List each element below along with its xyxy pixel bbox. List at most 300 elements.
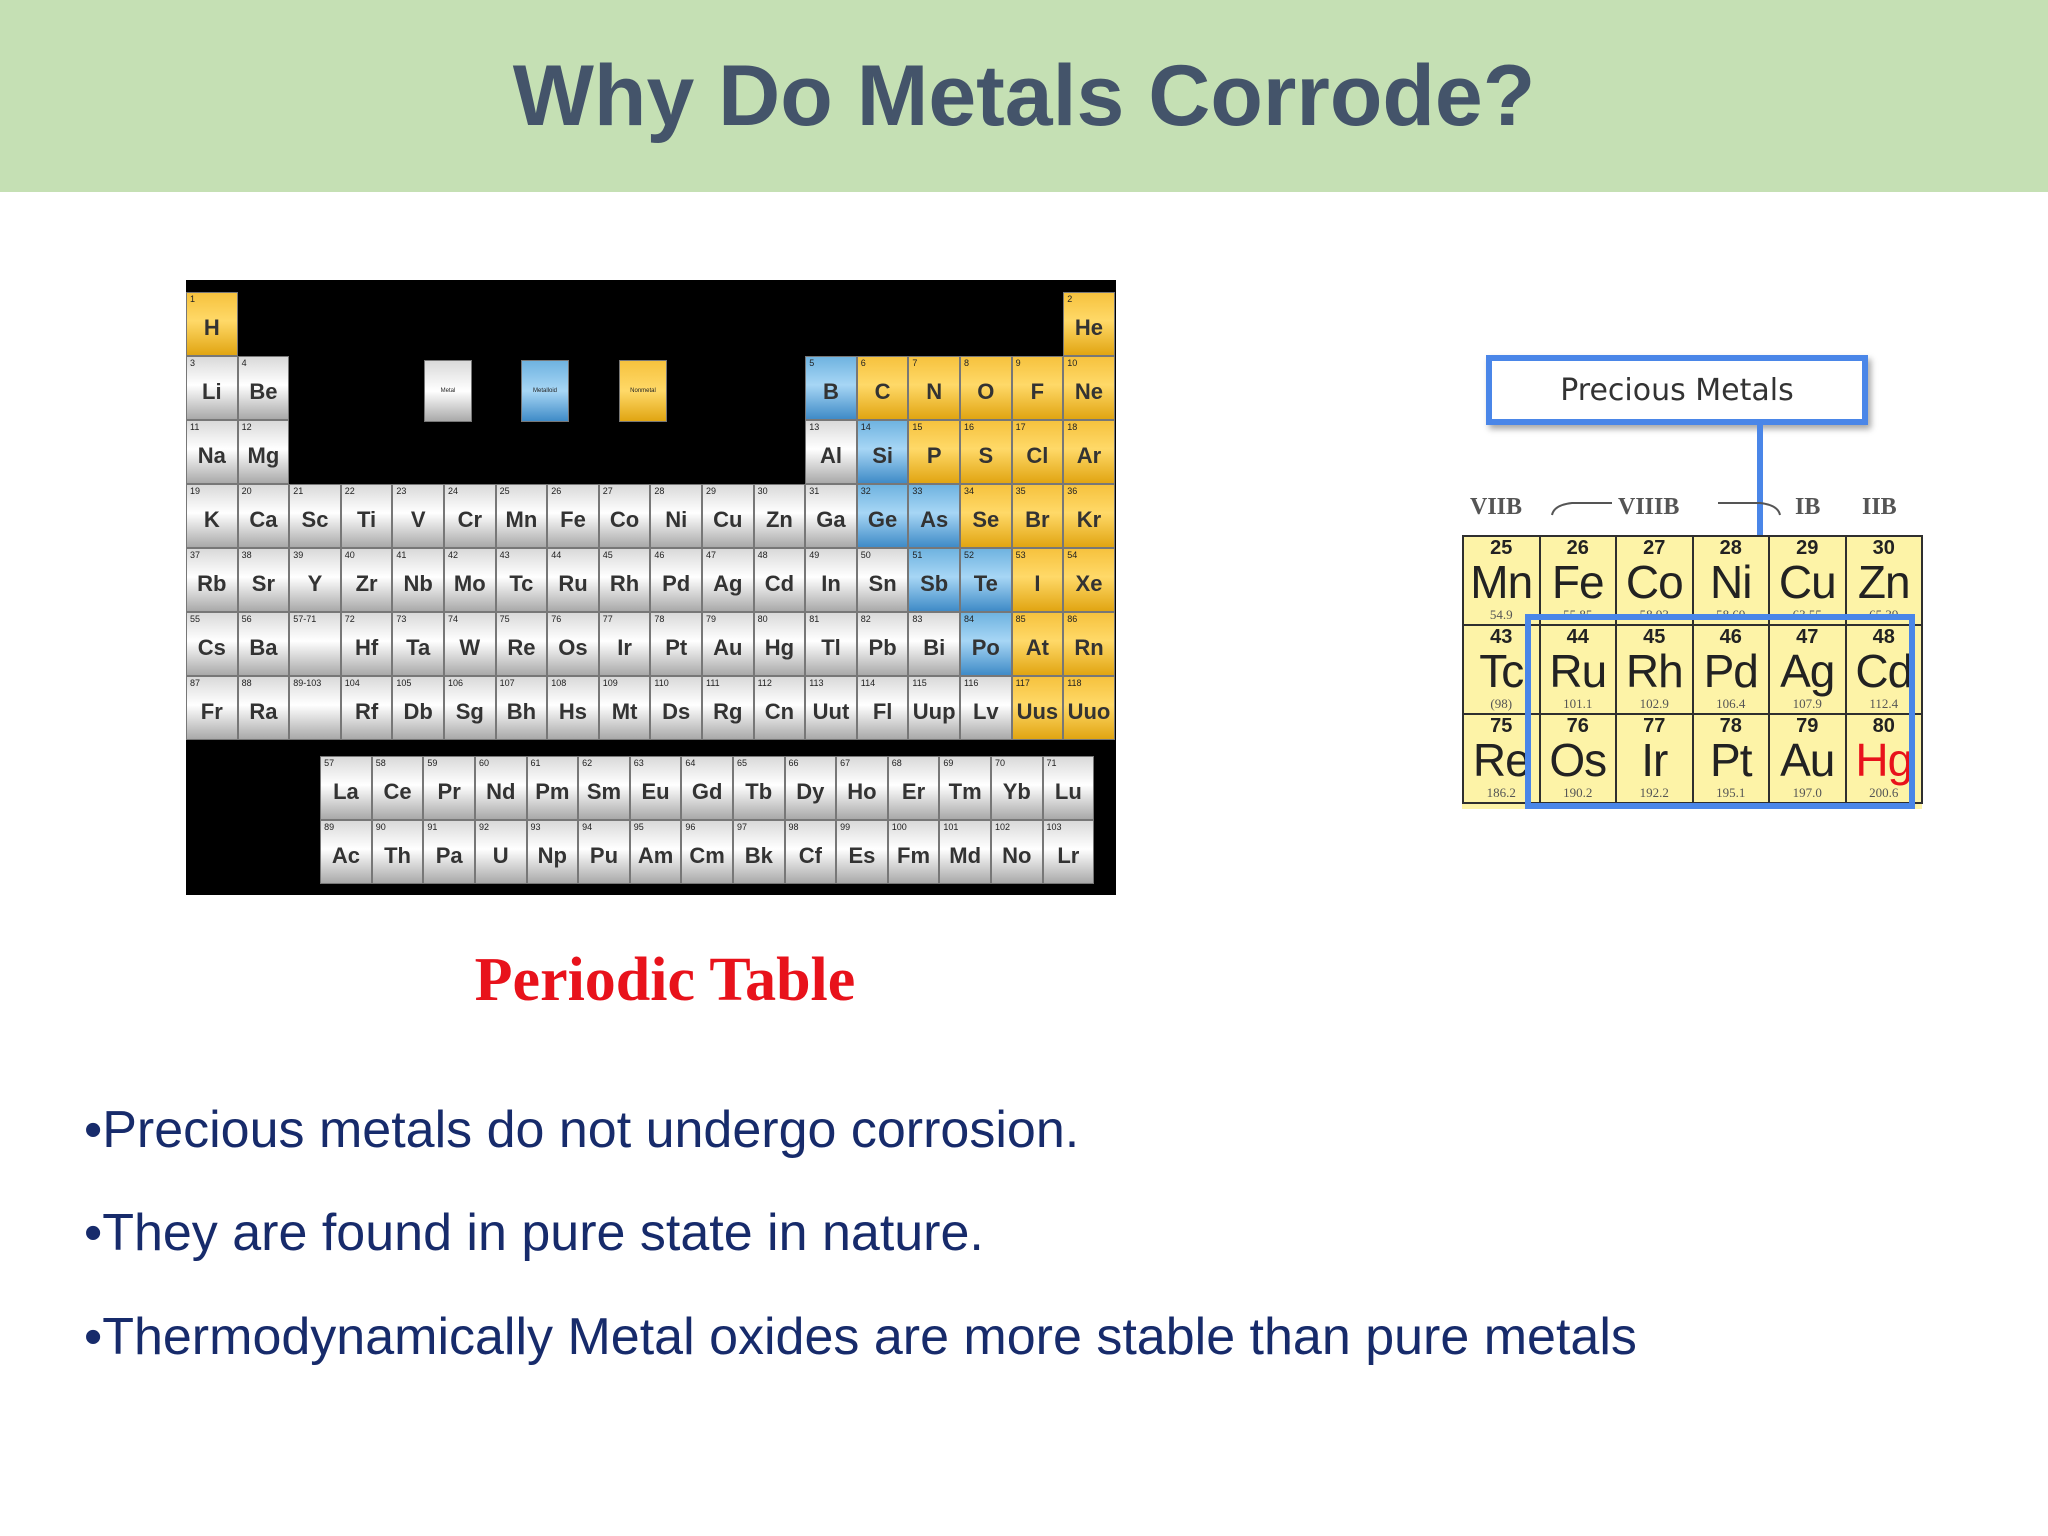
element-cell	[1012, 420, 1064, 484]
periodic-table-image	[186, 280, 1116, 895]
element-cell	[960, 356, 1012, 420]
element-number: 17	[1015, 422, 1026, 432]
element-number: 45	[602, 550, 613, 560]
element-symbol: Lu	[1054, 779, 1082, 804]
element-number: 93	[530, 822, 541, 832]
element-symbol: Bh	[506, 699, 537, 724]
element-number: 5	[809, 358, 815, 368]
group-label-viib: VIIB	[1470, 494, 1523, 520]
precious-element-symbol: Co	[1625, 556, 1683, 608]
element-cell	[754, 484, 806, 548]
element-cell	[1063, 420, 1115, 484]
element-number: 118	[1067, 678, 1082, 688]
element-cell	[238, 420, 290, 484]
element-symbol: F	[1030, 379, 1045, 404]
element-cell	[630, 820, 682, 884]
element-cell	[857, 356, 909, 420]
element-number: 57-71	[293, 614, 317, 624]
element-number: 25	[499, 486, 510, 496]
element-number: 42	[448, 550, 459, 560]
element-cell	[733, 756, 785, 820]
element-cell	[1012, 484, 1064, 548]
precious-element-mass: 58.69	[1716, 607, 1746, 622]
element-number: 50	[860, 550, 871, 560]
element-number: 109	[602, 678, 618, 688]
element-cell	[1012, 612, 1064, 676]
precious-element-number: 78	[1719, 715, 1742, 737]
precious-element-symbol: Mn	[1470, 556, 1533, 608]
element-cell	[320, 820, 372, 884]
element-symbol: Tl	[821, 635, 841, 660]
element-cell	[475, 756, 527, 820]
element-number: 73	[396, 614, 407, 624]
element-symbol: Xe	[1075, 571, 1103, 596]
precious-element-symbol: Ir	[1641, 734, 1668, 786]
element-cell	[857, 612, 909, 676]
element-number: 31	[809, 486, 820, 496]
element-symbol: Dy	[796, 779, 825, 804]
element-number: 97	[736, 822, 747, 832]
element-symbol: W	[459, 635, 481, 660]
element-number: 53	[1015, 550, 1026, 560]
element-cell	[599, 484, 651, 548]
element-number: 62	[582, 758, 593, 768]
element-symbol: Au	[713, 635, 743, 660]
element-symbol: Ce	[383, 779, 412, 804]
element-cell	[805, 420, 857, 484]
element-number: 1	[190, 294, 196, 304]
element-symbol: B	[823, 379, 839, 404]
element-cell	[785, 756, 837, 820]
element-number: 48	[757, 550, 768, 560]
element-number: 52	[964, 550, 975, 560]
element-cell	[238, 356, 290, 420]
element-symbol: Bk	[744, 843, 773, 868]
element-cell	[423, 820, 475, 884]
element-cell	[805, 548, 857, 612]
element-symbol: Kr	[1076, 507, 1102, 532]
precious-metals-highlight	[1525, 614, 1915, 809]
element-symbol: Ga	[816, 507, 846, 532]
element-symbol: Ag	[713, 571, 743, 596]
precious-element-mass: 106.4	[1716, 696, 1746, 711]
legend-nonmetal-label: Nonmetal	[630, 388, 656, 394]
element-cell	[908, 676, 960, 740]
precious-element-mass: 101.1	[1563, 696, 1593, 711]
element-number: 7	[912, 358, 918, 368]
precious-element-mass: 190.2	[1563, 785, 1593, 800]
element-symbol: Fr	[200, 699, 223, 724]
element-symbol: Co	[609, 507, 640, 532]
element-number: 101	[943, 822, 959, 832]
element-number: 82	[860, 614, 871, 624]
periodic-table-caption: Periodic Table	[474, 946, 856, 1014]
element-cell	[320, 756, 372, 820]
element-number: 19	[190, 486, 201, 496]
precious-element-symbol: Cu	[1778, 556, 1836, 608]
precious-element-number: 25	[1490, 537, 1513, 559]
element-number: 18	[1067, 422, 1078, 432]
element-cell	[547, 676, 599, 740]
precious-element-number: 27	[1643, 537, 1666, 559]
precious-element-mass: 195.1	[1716, 785, 1746, 800]
element-symbol: Pm	[535, 779, 570, 804]
element-symbol: Te	[973, 571, 998, 596]
element-number: 79	[706, 614, 717, 624]
element-symbol: Ti	[357, 507, 377, 532]
precious-element-mass: 58.93	[1639, 607, 1669, 622]
element-cell	[444, 548, 496, 612]
element-number: 47	[706, 550, 717, 560]
element-symbol: Pa	[435, 843, 463, 868]
element-cell	[733, 820, 785, 884]
legend-nonmetal-swatch	[619, 360, 667, 422]
element-cell	[1012, 676, 1064, 740]
element-symbol: Eu	[641, 779, 670, 804]
element-number: 55	[190, 614, 201, 624]
element-symbol: Hs	[558, 699, 588, 724]
element-symbol: Cn	[764, 699, 795, 724]
element-cell	[908, 420, 960, 484]
precious-element-symbol: Pt	[1710, 734, 1752, 786]
element-number: 64	[685, 758, 696, 768]
element-symbol: Ta	[406, 635, 431, 660]
element-number: 87	[190, 678, 201, 688]
element-number: 16	[964, 422, 975, 432]
element-cell	[527, 820, 579, 884]
precious-element-symbol: Re	[1472, 734, 1530, 786]
element-cell	[527, 756, 579, 820]
group-label-iib: IIB	[1862, 494, 1897, 520]
precious-element-mass: 63.55	[1792, 607, 1822, 622]
element-cell	[186, 420, 238, 484]
element-symbol: Zn	[765, 507, 793, 532]
element-cell	[630, 756, 682, 820]
element-symbol: V	[410, 507, 426, 532]
element-number: 103	[1046, 822, 1062, 832]
element-cell	[341, 548, 393, 612]
element-symbol: Mg	[247, 443, 280, 468]
element-number: 34	[964, 486, 975, 496]
element-number: 37	[190, 550, 201, 560]
element-cell	[444, 676, 496, 740]
element-symbol: Nb	[403, 571, 433, 596]
element-number: 113	[809, 678, 824, 688]
element-symbol: Ra	[249, 699, 278, 724]
element-symbol: La	[333, 779, 359, 804]
element-number: 70	[994, 758, 1005, 768]
legend-metalloid-swatch	[521, 360, 569, 422]
element-number: 78	[654, 614, 665, 624]
element-symbol: Bi	[923, 635, 946, 660]
element-symbol: Ac	[331, 843, 361, 868]
element-number: 54	[1067, 550, 1078, 560]
precious-element-mass: 54.9	[1489, 607, 1513, 622]
element-cell	[991, 820, 1043, 884]
precious-element-number: 30	[1872, 537, 1895, 559]
element-number: 75	[499, 614, 510, 624]
element-number: 59	[427, 758, 438, 768]
element-number: 111	[706, 678, 720, 688]
element-symbol: Db	[403, 699, 433, 724]
precious-grid-cell	[1692, 535, 1771, 626]
element-number: 40	[344, 550, 355, 560]
element-symbol: Pu	[589, 843, 619, 868]
element-symbol: Rn	[1074, 635, 1104, 660]
element-number: 36	[1067, 486, 1078, 496]
element-symbol: Sn	[868, 571, 897, 596]
element-cell	[186, 484, 238, 548]
bullet-1: •Precious metals do not undergo corrosion.	[84, 1101, 1080, 1159]
element-symbol: Na	[197, 443, 226, 468]
element-symbol: Cm	[689, 843, 725, 868]
element-number: 46	[654, 550, 665, 560]
element-cell	[805, 356, 857, 420]
element-cell	[1063, 484, 1115, 548]
precious-element-symbol: Cd	[1855, 645, 1913, 697]
element-cell	[547, 548, 599, 612]
element-symbol: Sg	[455, 699, 484, 724]
element-symbol: Yb	[1002, 779, 1031, 804]
element-cell	[238, 484, 290, 548]
element-cell	[754, 548, 806, 612]
bullet-3: •Thermodynamically Metal oxides are more stable than pure metals	[84, 1308, 1637, 1366]
element-cell	[650, 612, 702, 676]
element-number: 115	[912, 678, 927, 688]
element-cell	[836, 756, 888, 820]
element-number: 58	[375, 758, 386, 768]
element-number: 26	[551, 486, 562, 496]
element-symbol: Th	[384, 843, 411, 868]
element-symbol: Mt	[611, 699, 638, 724]
precious-element-symbol: Ru	[1549, 645, 1607, 697]
element-cell	[991, 756, 1043, 820]
precious-element-symbol: Fe	[1551, 556, 1604, 608]
element-number: 110	[654, 678, 669, 688]
element-symbol: As	[920, 507, 949, 532]
element-cell	[372, 756, 424, 820]
element-symbol: O	[977, 379, 995, 404]
element-cell	[805, 484, 857, 548]
element-symbol: Cs	[197, 635, 226, 660]
element-number: 15	[912, 422, 923, 432]
element-cell	[681, 756, 733, 820]
element-number: 96	[685, 822, 696, 832]
precious-element-number: 48	[1872, 626, 1895, 648]
element-cell	[857, 548, 909, 612]
element-cell	[341, 484, 393, 548]
element-symbol: Tm	[948, 779, 982, 804]
element-number: 69	[943, 758, 954, 768]
precious-element-mass: 112.4	[1869, 696, 1899, 711]
element-symbol: Sm	[586, 779, 622, 804]
element-cell	[372, 820, 424, 884]
precious-element-mass: 102.9	[1639, 696, 1669, 711]
element-number: 38	[241, 550, 252, 560]
element-symbol: Cd	[764, 571, 795, 596]
element-symbol: Rh	[609, 571, 640, 596]
element-cell	[939, 820, 991, 884]
element-cell	[289, 612, 341, 676]
element-symbol: Po	[971, 635, 1000, 660]
element-symbol: Cl	[1026, 443, 1049, 468]
element-number: 13	[809, 422, 820, 432]
element-number: 39	[293, 550, 304, 560]
element-symbol: Ni	[665, 507, 688, 532]
element-number: 2	[1067, 294, 1073, 304]
element-number: 116	[964, 678, 979, 688]
element-cell	[496, 612, 548, 676]
element-symbol: Ar	[1076, 443, 1102, 468]
element-number: 49	[809, 550, 820, 560]
element-cell	[908, 548, 960, 612]
element-number: 44	[551, 550, 562, 560]
element-number: 92	[478, 822, 489, 832]
element-symbol: U	[492, 843, 509, 868]
element-cell	[392, 612, 444, 676]
element-cell	[599, 548, 651, 612]
element-number: 3	[190, 358, 196, 368]
element-number: 6	[860, 358, 866, 368]
element-symbol: Ne	[1074, 379, 1104, 404]
element-cell	[475, 820, 527, 884]
element-number: 99	[840, 822, 851, 832]
element-number: 30	[757, 486, 768, 496]
element-symbol: In	[821, 571, 841, 596]
element-symbol: Zr	[355, 571, 378, 596]
element-number: 57	[324, 758, 335, 768]
element-cell	[908, 612, 960, 676]
element-cell	[960, 548, 1012, 612]
precious-grid-cell	[1615, 535, 1694, 626]
element-symbol: N	[926, 379, 943, 404]
element-number: 32	[860, 486, 871, 496]
element-number: 81	[809, 614, 820, 624]
element-symbol: Hg	[764, 635, 795, 660]
element-symbol: Ho	[847, 779, 877, 804]
element-symbol: Pb	[868, 635, 897, 660]
element-symbol: I	[1034, 571, 1041, 596]
element-number: 83	[912, 614, 923, 624]
element-cell	[392, 548, 444, 612]
precious-element-mass: 186.2	[1486, 785, 1516, 800]
element-symbol: Os	[558, 635, 588, 660]
element-symbol: Er	[901, 779, 926, 804]
precious-element-symbol: Tc	[1479, 645, 1524, 697]
element-number: 35	[1015, 486, 1026, 496]
group-label-ib: IB	[1795, 494, 1821, 520]
element-symbol: He	[1074, 315, 1104, 340]
element-number: 88	[241, 678, 252, 688]
element-cell	[186, 612, 238, 676]
precious-element-symbol: Pd	[1703, 645, 1758, 697]
element-number: 41	[396, 550, 407, 560]
element-cell	[888, 756, 940, 820]
element-cell	[1063, 548, 1115, 612]
element-symbol: Fe	[560, 507, 586, 532]
element-cell	[1012, 356, 1064, 420]
element-cell	[702, 484, 754, 548]
legend-metalloid-label: Metalloid	[532, 388, 557, 394]
precious-element-number: 45	[1643, 626, 1666, 648]
element-symbol: Ru	[558, 571, 588, 596]
precious-element-mass: (98)	[1490, 696, 1513, 711]
element-symbol: Md	[949, 843, 982, 868]
element-cell	[423, 756, 475, 820]
element-symbol: Se	[972, 507, 1000, 532]
element-symbol: Sb	[920, 571, 949, 596]
element-cell	[341, 676, 393, 740]
element-number: 100	[891, 822, 907, 832]
element-symbol: Re	[507, 635, 536, 660]
element-symbol: Lr	[1057, 843, 1080, 868]
element-symbol: Al	[819, 443, 842, 468]
element-symbol: Mn	[505, 507, 538, 532]
element-cell	[960, 484, 1012, 548]
element-cell	[238, 676, 290, 740]
element-cell	[650, 676, 702, 740]
precious-element-number: 46	[1719, 626, 1742, 648]
element-symbol: C	[874, 379, 891, 404]
precious-element-mass: 65.39	[1869, 607, 1899, 622]
precious-element-number: 77	[1643, 715, 1666, 737]
element-symbol: Fl	[872, 699, 893, 724]
element-number: 51	[912, 550, 923, 560]
precious-element-number: 75	[1490, 715, 1513, 737]
element-cell	[341, 612, 393, 676]
element-number: 61	[530, 758, 541, 768]
element-cell	[599, 612, 651, 676]
element-cell	[238, 548, 290, 612]
element-number: 74	[448, 614, 459, 624]
element-number: 24	[448, 486, 459, 496]
element-number: 14	[860, 422, 871, 432]
precious-metals-inset	[1460, 352, 1926, 822]
element-number: 94	[582, 822, 593, 832]
element-cell	[496, 484, 548, 548]
precious-element-symbol: Ag	[1780, 645, 1835, 697]
legend-metal-label: Metal	[440, 388, 456, 394]
element-cell	[754, 612, 806, 676]
element-number: 23	[396, 486, 407, 496]
precious-element-mass: 200.6	[1869, 785, 1899, 800]
element-cell	[547, 484, 599, 548]
element-symbol: Pt	[665, 635, 688, 660]
element-number: 86	[1067, 614, 1078, 624]
element-number: 72	[344, 614, 355, 624]
element-symbol: Es	[848, 843, 876, 868]
element-cell	[289, 676, 341, 740]
element-symbol: Mo	[453, 571, 486, 596]
element-cell	[681, 820, 733, 884]
element-symbol: P	[926, 443, 942, 468]
element-symbol: Sr	[251, 571, 276, 596]
precious-element-number: 44	[1566, 626, 1589, 648]
element-cell	[496, 548, 548, 612]
precious-element-symbol: Rh	[1625, 645, 1683, 697]
element-number: 60	[478, 758, 489, 768]
precious-element-mass: 107.9	[1792, 696, 1822, 711]
element-number: 77	[602, 614, 613, 624]
element-number: 22	[344, 486, 355, 496]
precious-grid-cell	[1462, 535, 1541, 626]
element-cell	[1063, 676, 1115, 740]
viiib-bracket	[1460, 487, 1926, 527]
precious-element-mass: 55.85	[1563, 607, 1593, 622]
element-cell	[289, 484, 341, 548]
element-symbol: Be	[249, 379, 278, 404]
precious-metals-label: Precious Metals	[1486, 355, 1868, 425]
